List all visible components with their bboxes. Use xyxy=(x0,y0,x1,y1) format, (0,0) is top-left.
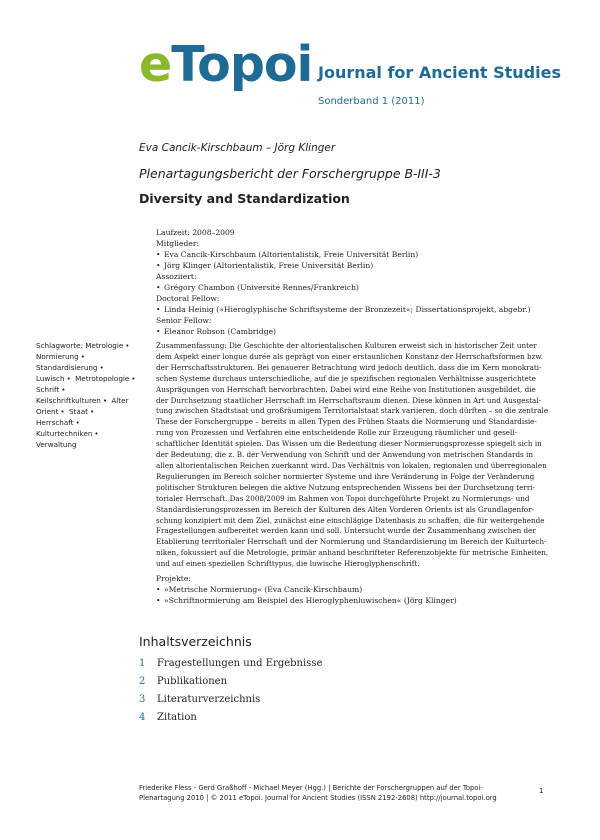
footer-citation xyxy=(139,784,519,803)
associated-item: • Grégory Chambon (Université Rennes/Frankreich) xyxy=(156,282,526,293)
projects-label: Projekte: xyxy=(156,574,191,583)
projects xyxy=(156,573,526,606)
toc-label[interactable]: Fragestellungen und Ergebnisse xyxy=(157,658,323,669)
footer-line: Friederike Fless - Gerd Graßhoff - Michael Meyer (Hgg.) | Berichte der Forschergruppen auf der Topoi- xyxy=(139,784,483,792)
abstract-line: dem Aspekt einer longue durée als geprägt von einer erstaunlichen Konstanz der Herrschaftsformen bzw. xyxy=(156,351,543,361)
report-title: Plenartagungsbericht der Forschergruppe B-III-3 xyxy=(139,166,441,181)
abstract-line: schaftlicher Identität spielen. Das Wissen um die Bedeutung dieser Normierungsprozesse spiegelt sich in xyxy=(156,439,542,449)
table-of-contents xyxy=(139,655,322,727)
keyword: Alter Orient xyxy=(36,396,129,416)
toc-item[interactable] xyxy=(139,691,322,709)
toc-label[interactable]: Literaturverzeichnis xyxy=(157,694,261,705)
keyword: Metrologie xyxy=(85,341,124,350)
abstract-line: der Bedeutung, die z. B. der Verwendung von Schrift und der Anwendung von metrischen Standards in xyxy=(156,450,533,460)
logo-e: e xyxy=(139,36,172,93)
abstract-line: allen altorientalischen Reichen zuerkannt wird. Das Verhältnis von lokalen, regionalen und überregionalen xyxy=(156,460,547,470)
keyword: Verwaltung xyxy=(36,440,77,449)
keyword: Standardisierung xyxy=(36,363,98,372)
toc-item[interactable] xyxy=(139,673,322,691)
member-item: • Eva Cancik-Kirschbaum (Altorientalistik, Freie Universität Berlin) xyxy=(156,249,526,260)
abstract-line: Fragestellungen aufbereitet werden kann und soll. Untersucht wurde der Zusammenhang zwischen der xyxy=(156,526,536,536)
toc-number: 1 xyxy=(139,658,146,669)
keyword: Kulturtechniken xyxy=(36,429,93,438)
toc-title: Inhaltsverzeichnis xyxy=(139,634,252,649)
abstract-line: politischer Strukturen belegen die aktive Nutzung entsprechenden Wissens bei der Durchsetzung terri- xyxy=(156,482,536,492)
keyword: Keilschriftkulturen xyxy=(36,396,101,405)
project-item: • »Metrische Normierung« (Eva Cancik-Kirschbaum) xyxy=(156,584,526,595)
abstract-line: der Herrschaftsstrukturen. Bei genauerer Betrachtung wird jedoch deutlich, dass die im Kern monokrati- xyxy=(156,362,542,372)
abstract-line: Ausprägungen von Herrschaft hervorbrachten. Dabei wird eine Reihe von Institutionen ausgebildet, die xyxy=(156,384,536,394)
abstract-line: schung konzipiert mit dem Ziel, zunächst eine einschlägige Datenbasis zu schaffen, die für weitergehende xyxy=(156,515,545,525)
abstract-line: niken, fokussiert auf die Metrologie, primär anhand beschrifteter Referenzobjekte für metrische Einheiten, xyxy=(156,548,549,558)
abstract-line: tung zwischen Stadtstaat und großräumigem Territorialstaat stark variieren, doch dürften – so die zentrale xyxy=(156,406,549,416)
keywords-label: Schlagworte: xyxy=(36,341,83,350)
keyword: Luwisch xyxy=(36,374,65,383)
project-item: • »Schriftnormierung am Beispiel des Hieroglyphenluwischen« (Jörg Klinger) xyxy=(156,595,526,606)
abstract xyxy=(156,341,549,570)
member-item: • Jörg Klinger (Altorientalistik, Freie Universität Berlin) xyxy=(156,260,526,271)
senior-label: Senior Fellow: xyxy=(156,316,212,325)
journal-name: Journal for Ancient Studies xyxy=(318,63,561,82)
logo-topoi: Topoi xyxy=(171,36,313,93)
toc-item[interactable] xyxy=(139,655,322,673)
abstract-line: und auf einen speziellen Schrifttypus, die luwische Hieroglyphenschrift. xyxy=(156,559,420,569)
abstract-line: torialer Herrschaft. Das 2008/2009 im Rahmen von Topoi durchgeführte Projekt zu Normierungs- und xyxy=(156,493,530,503)
abstract-line: Standardisierungsprozessen im Bereich der Kulturen des Alten Vorderen Orients ist als Grundlagenfor- xyxy=(156,504,534,514)
toc-label[interactable]: Zitation xyxy=(157,712,197,723)
abstract-line: Etablierung territorialer Herrschaft und der Normierung und Standardisierung im Bereich der Kulturtech- xyxy=(156,537,547,547)
doctoral-item: • Linda Heinig (»Hieroglyphische Schriftsysteme der Bronzezeit«; Dissertationsprojekt, abgebr.) xyxy=(156,304,526,315)
duration: Laufzeit: 2008–2009 xyxy=(156,228,235,237)
etopoi-logo xyxy=(139,36,312,94)
keyword: Staat xyxy=(68,407,88,416)
footer-line: Plenartagung 2010 | © 2011 eTopoi. Journal for Ancient Studies (ISSN 2192-2608) http://journal.topoi.org xyxy=(139,793,497,802)
toc-label[interactable]: Publikationen xyxy=(157,676,228,687)
abstract-line: schen Systeme durchaus unterschiedliche, auf die je spezifischen regionalen Verhältnisse ausgerichtete xyxy=(156,373,536,383)
senior-item: • Eleanor Robson (Cambridge) xyxy=(156,326,526,337)
page-number: 1 xyxy=(539,787,544,795)
authors: Eva Cancik-Kirschbaum – Jörg Klinger xyxy=(139,142,336,154)
toc-number: 3 xyxy=(139,694,146,705)
abstract-line: der Durchsetzung staatlicher Herrschaft im Herrschaftsraum dienen. Diese können in Art und Ausgestal- xyxy=(156,395,542,405)
issue-label: Sonderband 1 (2011) xyxy=(318,96,425,107)
abstract-line: Regulierungen im Bereich solcher normierter Systeme und ihre Veränderung in Folge der Veränderung xyxy=(156,471,535,481)
keyword: Schrift xyxy=(36,385,60,394)
members-label: Mitglieder: xyxy=(156,239,200,248)
abstract-line: rung von Prozessen und Verfahren eine entscheidende Rolle zur Erzeugung räumlicher und gesell- xyxy=(156,428,518,438)
abstract-line: These der Forschergruppe – bereits in allen Typen des Frühen Staats die Normierung und Standardisie- xyxy=(156,417,537,427)
doctoral-label: Doctoral Fellow: xyxy=(156,294,220,303)
keyword: Normierung xyxy=(36,352,79,361)
toc-number: 4 xyxy=(139,712,146,723)
keyword: Metrotopologie xyxy=(75,374,130,383)
project-meta xyxy=(156,227,531,337)
keywords-sidebar: Schlagworte: Metrologie • Normierung • Standardisierung • Luwisch • Metrotopologie • Schrift • Keilschriftkulturen • Alter Orient • Staat • Herrschaft • Kulturtechniken • Verwaltung xyxy=(36,341,136,449)
report-subtitle: Diversity and Standardization xyxy=(139,191,350,206)
toc-item[interactable] xyxy=(139,709,322,727)
keyword: Herrschaft xyxy=(36,418,74,427)
associated-label: Assoziiert: xyxy=(156,272,197,281)
toc-number: 2 xyxy=(139,676,146,687)
abstract-line: Zusammenfassung: Die Geschichte der altorientalischen Kulturen erweist sich in historischer Zeit unter xyxy=(156,341,537,350)
